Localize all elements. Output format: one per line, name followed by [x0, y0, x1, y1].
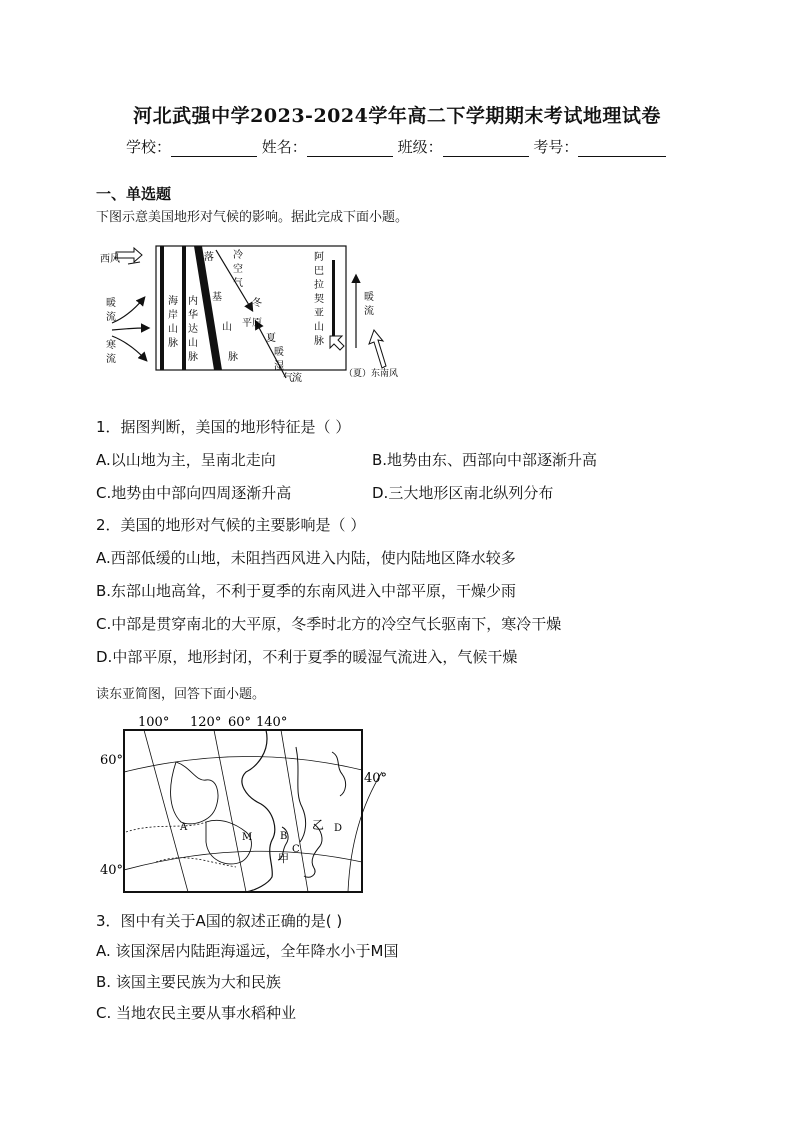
warm-current-label: 暖 流	[106, 298, 116, 323]
border-dotted-2	[156, 858, 236, 867]
label-yi: 乙	[312, 818, 325, 832]
coast-range-bar	[160, 246, 164, 370]
east-warm-current-label: 暖 流	[364, 292, 374, 317]
plain-label: 平原	[242, 318, 262, 329]
q2-option-d[interactable]: D.中部平原，地形封闭，不利于夏季的暖湿气流进入，气候干燥	[96, 648, 518, 666]
sierra-nevada-label: 内 华 达 山 脉	[188, 296, 198, 363]
country-A-label: A	[180, 822, 188, 833]
kamchatka-coast	[332, 752, 346, 796]
summer-label: 夏	[266, 333, 276, 344]
q2-option-c[interactable]: C.中部是贯穿南北的大平原，冬季时北方的冷空气长驱南下，寒冷干燥	[96, 615, 562, 633]
appalachian-bar	[332, 260, 335, 340]
appalachian-label: 阿 巴 拉 契 亚 山 脉	[314, 252, 324, 347]
q1-option-d[interactable]: D.三大地形区南北纵列分布	[372, 484, 554, 502]
lon-100-label: 100°	[138, 715, 170, 730]
lat-60-left-label: 60°	[100, 753, 124, 768]
q1-option-c[interactable]: C.地势由中部向四周逐渐升高	[96, 484, 292, 502]
lat-40-curve	[348, 772, 382, 892]
exam-no-label: 考号：	[533, 138, 579, 156]
page-title: 河北武强中学2023-2024学年高二下学期期末考试地理试卷	[133, 105, 661, 127]
lon-120-line	[214, 730, 246, 892]
warm-current-arrow-2	[112, 328, 148, 330]
group2-intro: 读东亚简图，回答下面小题。	[96, 687, 266, 702]
east-asia-map	[96, 712, 396, 900]
name-label: 姓名：	[261, 138, 307, 156]
westerly-label: 西风	[100, 254, 120, 265]
q2-option-b[interactable]: B.东部山地高耸，不利于夏季的东南风进入中部平原，干燥少雨	[96, 582, 517, 600]
se-wind-arrow-1	[330, 336, 344, 350]
lat-60-line	[124, 756, 362, 772]
class-label: 班级：	[397, 138, 443, 156]
q2-stem: 2．美国的地形对气候的主要影响是（ ）	[96, 516, 366, 534]
lon-100-line	[144, 730, 188, 892]
class-blank[interactable]	[443, 140, 529, 157]
cold-air-label: 冷 空 气	[233, 250, 243, 289]
q2-option-a[interactable]: A.西部低缓的山地，未阻挡西风进入内陆，使内陆地区降水较多	[96, 549, 516, 567]
se-wind-label: （夏）东南风	[344, 369, 399, 379]
label-jia: 甲	[278, 852, 289, 865]
q1-stem: 1．据图判断，美国的地形特征是（ ）	[96, 418, 351, 436]
winter-label: 冬	[252, 298, 262, 309]
group1-intro: 下图示意美国地形对气候的影响。据此完成下面小题。	[96, 210, 409, 225]
lat-60-top-label: 60°	[228, 715, 252, 730]
school-label: 学校：	[126, 138, 172, 156]
lat-40-left-label: 40°	[100, 863, 124, 878]
name-blank[interactable]	[307, 140, 393, 157]
warm-moist-label: 暖 湿 气 流	[274, 347, 302, 383]
section-heading: 一、单选题	[96, 185, 172, 203]
cold-current-label: 寒 流	[106, 340, 116, 365]
coast-range-label: 海 岸 山 脉	[168, 296, 178, 349]
se-wind-arrow-2	[369, 330, 386, 368]
point-D-label: D	[334, 823, 343, 834]
country-M-label: M	[242, 832, 253, 843]
map-frame	[124, 730, 362, 892]
lon-140-label: 140°	[256, 715, 288, 730]
student-info-line	[126, 136, 666, 157]
us-terrain-diagram	[94, 238, 424, 383]
rocky-mountains-label: 落 基 山 脉	[204, 252, 238, 363]
q1-option-a[interactable]: A.以山地为主，呈南北走向	[96, 451, 276, 469]
q3-option-a[interactable]: A. 该国深居内陆距海遥远，全年降水小于M国	[96, 942, 399, 960]
q1-option-b[interactable]: B.地势由东、西部向中部逐渐升高	[372, 451, 598, 469]
lon-120-label: 120°	[190, 715, 222, 730]
rocky-mountains-bar	[194, 246, 222, 370]
exam-no-blank[interactable]	[578, 140, 666, 157]
lat-40-right-label: 40°	[364, 771, 388, 786]
q3-option-b[interactable]: B. 该国主要民族为大和民族	[96, 973, 281, 991]
country-A-border	[171, 762, 218, 824]
q3-stem: 3．图中有关于A国的叙述正确的是( )	[96, 912, 343, 930]
sierra-nevada-bar	[182, 246, 186, 370]
q3-option-c[interactable]: C. 当地农民主要从事水稻种业	[96, 1004, 297, 1022]
school-blank[interactable]	[171, 140, 257, 157]
point-B-label: B	[280, 831, 288, 842]
coastline-main	[242, 730, 275, 892]
point-C-label: C	[292, 844, 300, 855]
